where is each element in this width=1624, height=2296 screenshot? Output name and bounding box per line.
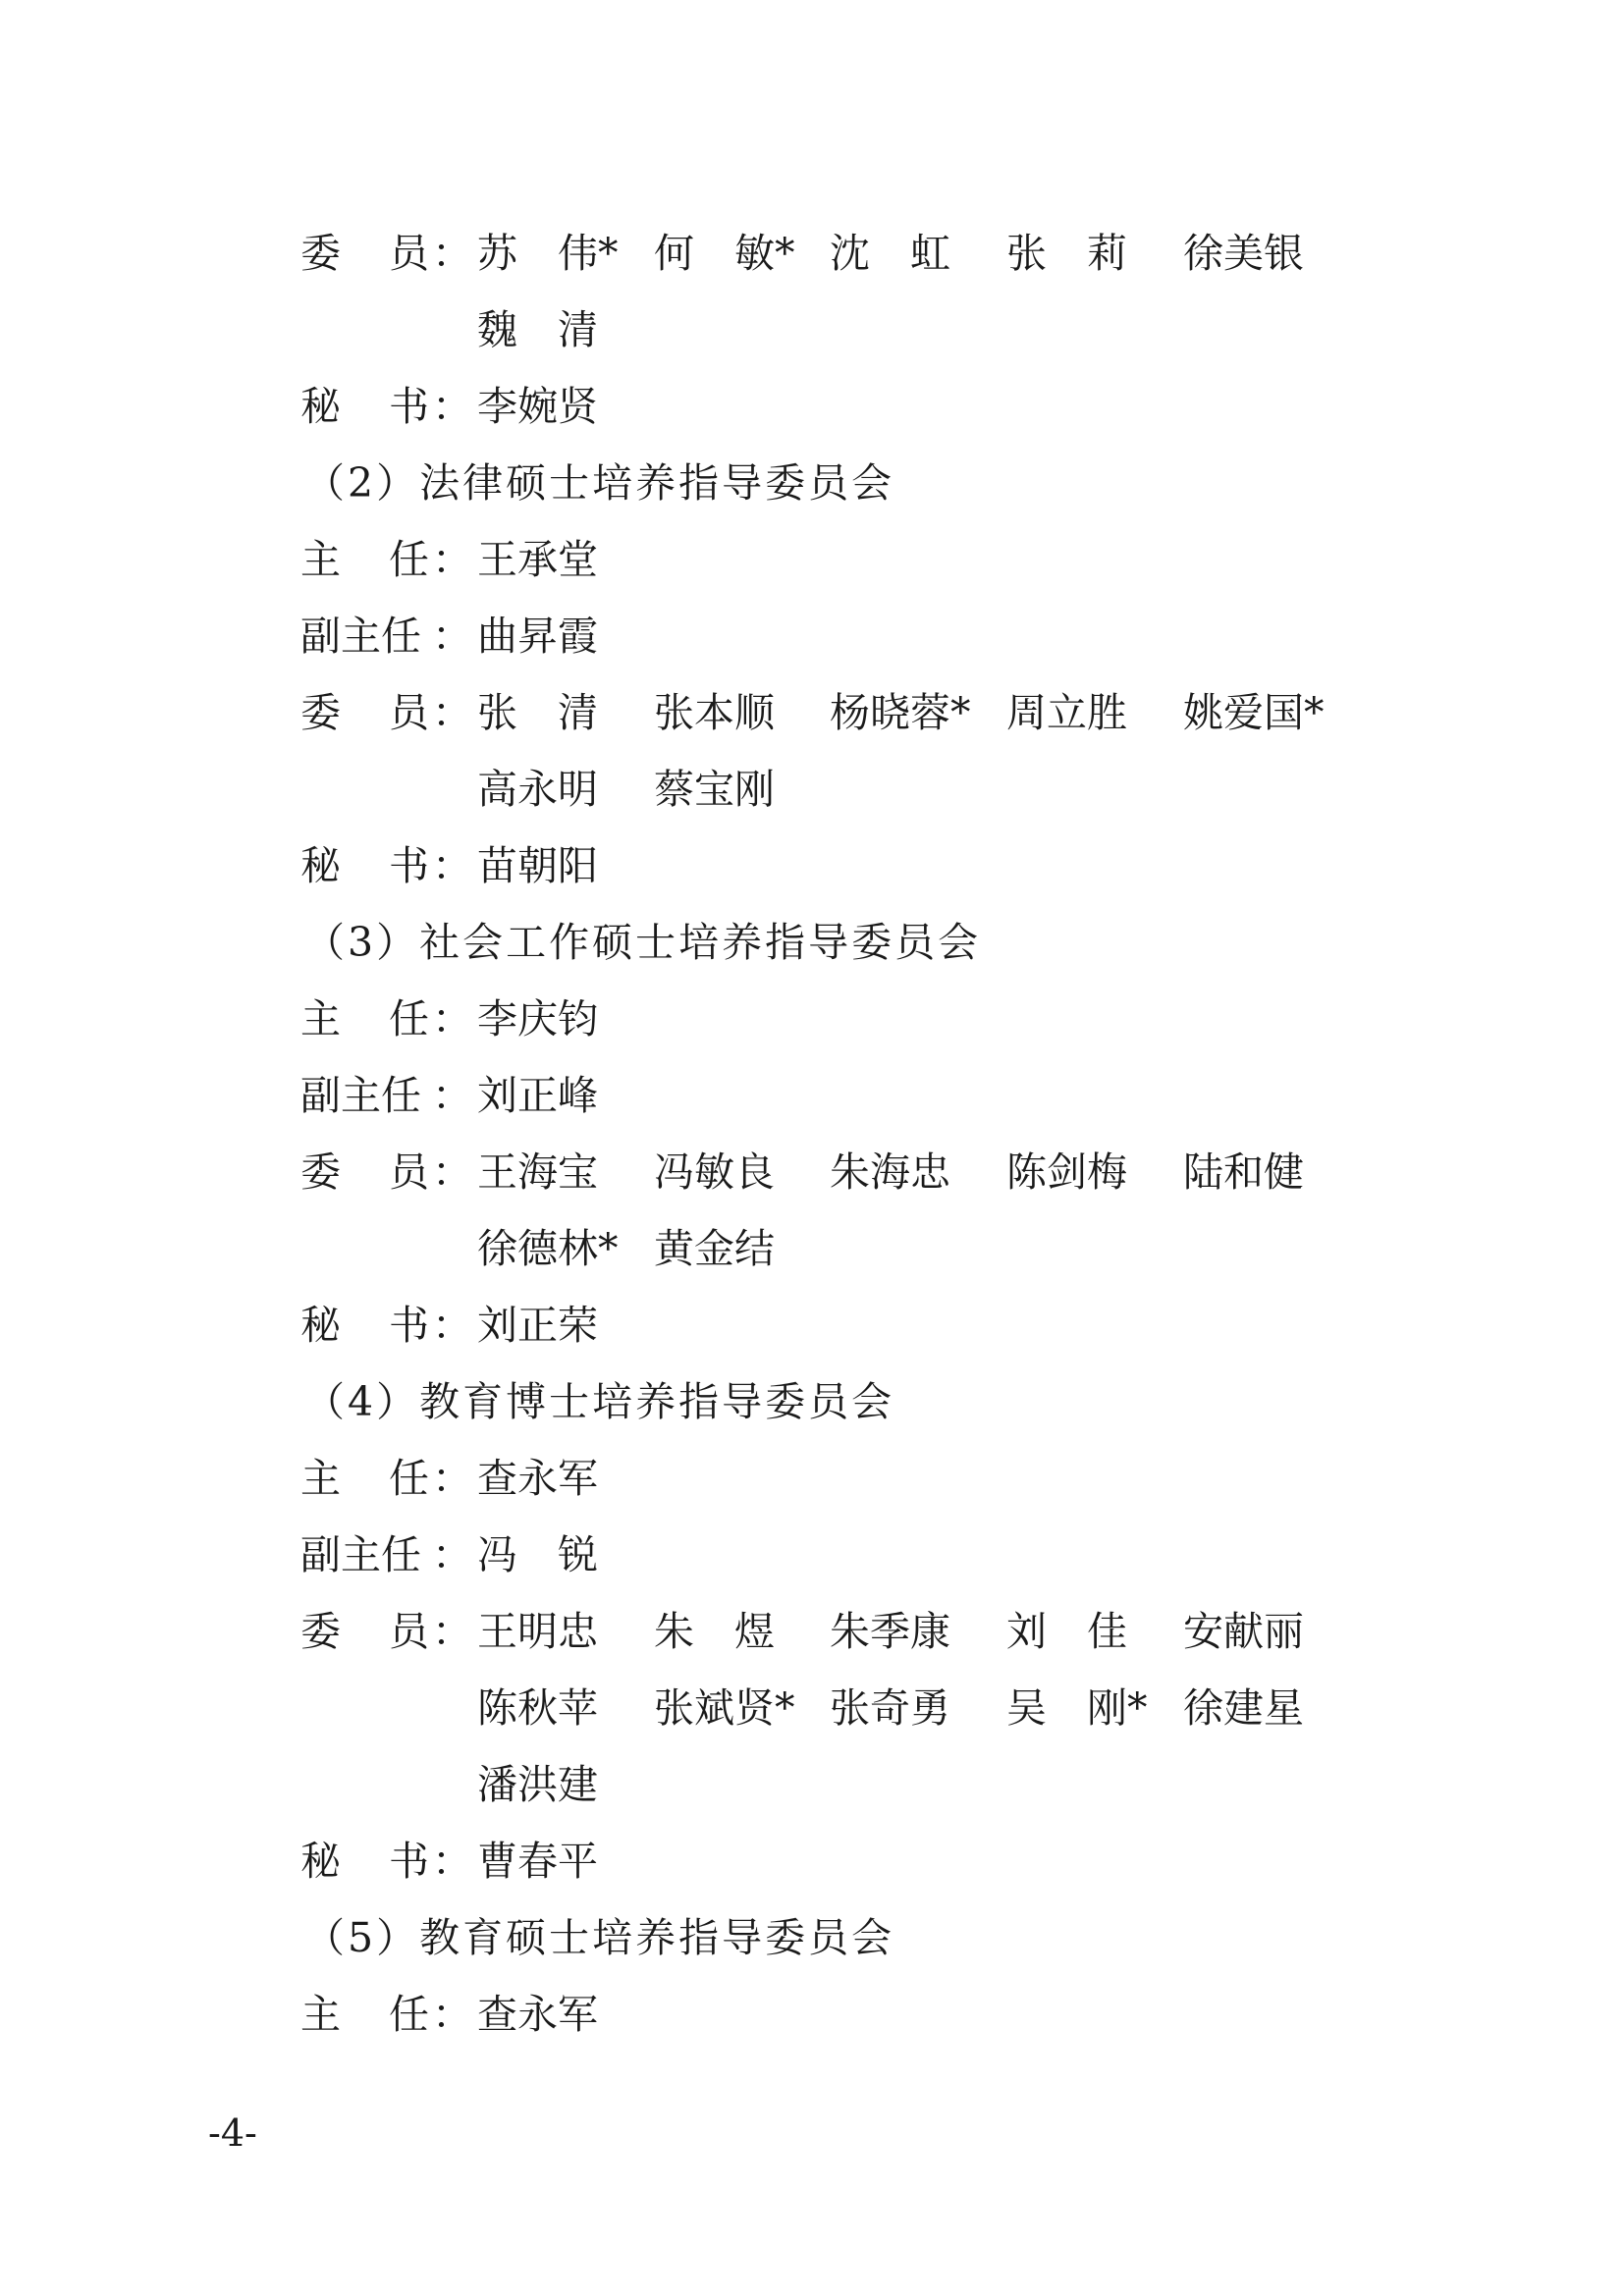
member-line [0,1219,1624,1278]
label-text: 副主任 [300,613,421,660]
field-label [0,1602,491,1661]
member-line [0,1755,1624,1814]
member-name: 徐建星 [1183,1684,1304,1732]
label-char: 委 [300,689,341,736]
label-colon: ： [432,1531,472,1578]
label-char: 员 [389,689,429,736]
member-name: 徐美银 [1183,230,1304,277]
member-line [0,1985,1624,2044]
field-label [0,1525,491,1584]
committee-heading: （4）教育博士培养指导委员会 [304,1378,895,1425]
member-name: 杨晓蓉* [830,689,971,736]
member-line [0,1143,1624,1201]
field-label [0,607,491,666]
label-char: 秘 [300,1302,341,1349]
member-name: 王海宝 [477,1148,598,1196]
label-char: 任 [389,1455,429,1502]
member-name: 姚爱国* [1183,689,1325,736]
field-label [0,530,491,589]
label-char: 员 [389,1608,429,1655]
member-name: 李庆钧 [477,995,598,1042]
label-char: 委 [300,1608,341,1655]
member-name: 冯 锐 [477,1531,598,1578]
member-name: 陈剑梅 [1006,1148,1127,1196]
member-name: 曹春平 [477,1838,598,1885]
member-line [0,989,1624,1048]
label-colon: ： [432,536,472,583]
field-label [0,377,491,436]
label-char: 主 [300,1455,341,1502]
member-name: 潘洪建 [477,1761,598,1808]
member-name: 何 敏* [654,230,795,277]
member-name: 陆和健 [1183,1148,1304,1196]
label-char: 主 [300,995,341,1042]
label-colon: ： [432,1072,472,1119]
label-char: 任 [389,536,429,583]
label-char: 秘 [300,383,341,430]
field-label [0,1143,491,1201]
label-colon: ： [432,995,472,1042]
label-colon: ： [432,613,472,660]
member-name: 李婉贤 [477,383,598,430]
member-name: 刘 佳 [1006,1608,1127,1655]
member-name: 刘正峰 [477,1072,598,1119]
field-label [0,1832,491,1891]
label-colon: ： [432,1991,472,2038]
label-text: 副主任 [300,1531,421,1578]
label-colon: ： [432,230,472,277]
label-colon: ： [432,842,472,889]
member-name: 冯敏良 [654,1148,775,1196]
page-number: -4- [208,2111,257,2155]
label-char: 任 [389,1991,429,2038]
member-name: 周立胜 [1006,689,1127,736]
member-line [0,1066,1624,1125]
member-name: 张斌贤* [654,1684,795,1732]
label-colon: ： [432,1455,472,1502]
field-label [0,224,491,283]
member-name: 高永明 [477,766,598,813]
member-name: 刘正荣 [477,1302,598,1349]
label-colon: ： [432,1608,472,1655]
label-char: 书 [389,1838,429,1885]
member-name: 安献丽 [1183,1608,1304,1655]
member-name: 苏 伟* [477,230,619,277]
label-char: 委 [300,230,341,277]
label-char: 秘 [300,1838,341,1885]
member-name: 王承堂 [477,536,598,583]
member-name: 王明忠 [477,1608,598,1655]
label-char: 秘 [300,842,341,889]
member-name: 曲昇霞 [477,613,598,660]
member-line [0,607,1624,666]
field-label [0,1985,491,2044]
committee-heading: （2）法律硕士培养指导委员会 [304,459,895,507]
label-char: 委 [300,1148,341,1196]
member-line [0,224,1624,283]
member-name: 张奇勇 [830,1684,950,1732]
member-name: 陈秋苹 [477,1684,598,1732]
label-colon: ： [432,1838,472,1885]
field-label [0,1449,491,1508]
committee-heading: （5）教育硕士培养指导委员会 [304,1914,895,1961]
member-name: 朱海忠 [830,1148,950,1196]
member-line [0,1832,1624,1891]
member-line [0,530,1624,589]
member-name: 张 莉 [1006,230,1127,277]
member-line [0,760,1624,819]
member-line [0,683,1624,742]
field-label [0,1066,491,1125]
member-line [0,377,1624,436]
member-name: 朱 煜 [654,1608,775,1655]
field-label [0,989,491,1048]
label-char: 书 [389,842,429,889]
member-line [0,1449,1624,1508]
member-name: 张本顺 [654,689,775,736]
member-name: 黄金结 [654,1225,775,1272]
label-char: 主 [300,536,341,583]
member-name: 吴 刚* [1006,1684,1148,1732]
member-name: 蔡宝刚 [654,766,775,813]
member-name: 张 清 [477,689,598,736]
member-name: 查永军 [477,1455,598,1502]
label-colon: ： [432,383,472,430]
label-char: 书 [389,1302,429,1349]
label-colon: ： [432,1148,472,1196]
field-label [0,1296,491,1355]
member-line [0,836,1624,895]
member-line [0,1296,1624,1355]
member-line [0,300,1624,359]
label-text: 副主任 [300,1072,421,1119]
member-line [0,1602,1624,1661]
label-char: 书 [389,383,429,430]
member-name: 沈 虹 [830,230,950,277]
member-line [0,1525,1624,1584]
field-label [0,683,491,742]
label-char: 员 [389,1148,429,1196]
label-char: 主 [300,1991,341,2038]
member-name: 魏 清 [477,306,598,353]
member-name: 苗朝阳 [477,842,598,889]
member-name: 朱季康 [830,1608,950,1655]
member-line [0,1679,1624,1737]
field-label [0,836,491,895]
label-colon: ： [432,689,472,736]
label-char: 任 [389,995,429,1042]
member-name: 查永军 [477,1991,598,2038]
member-name: 徐德林* [477,1225,619,1272]
label-colon: ： [432,1302,472,1349]
committee-heading: （3）社会工作硕士培养指导委员会 [304,919,982,966]
label-char: 员 [389,230,429,277]
